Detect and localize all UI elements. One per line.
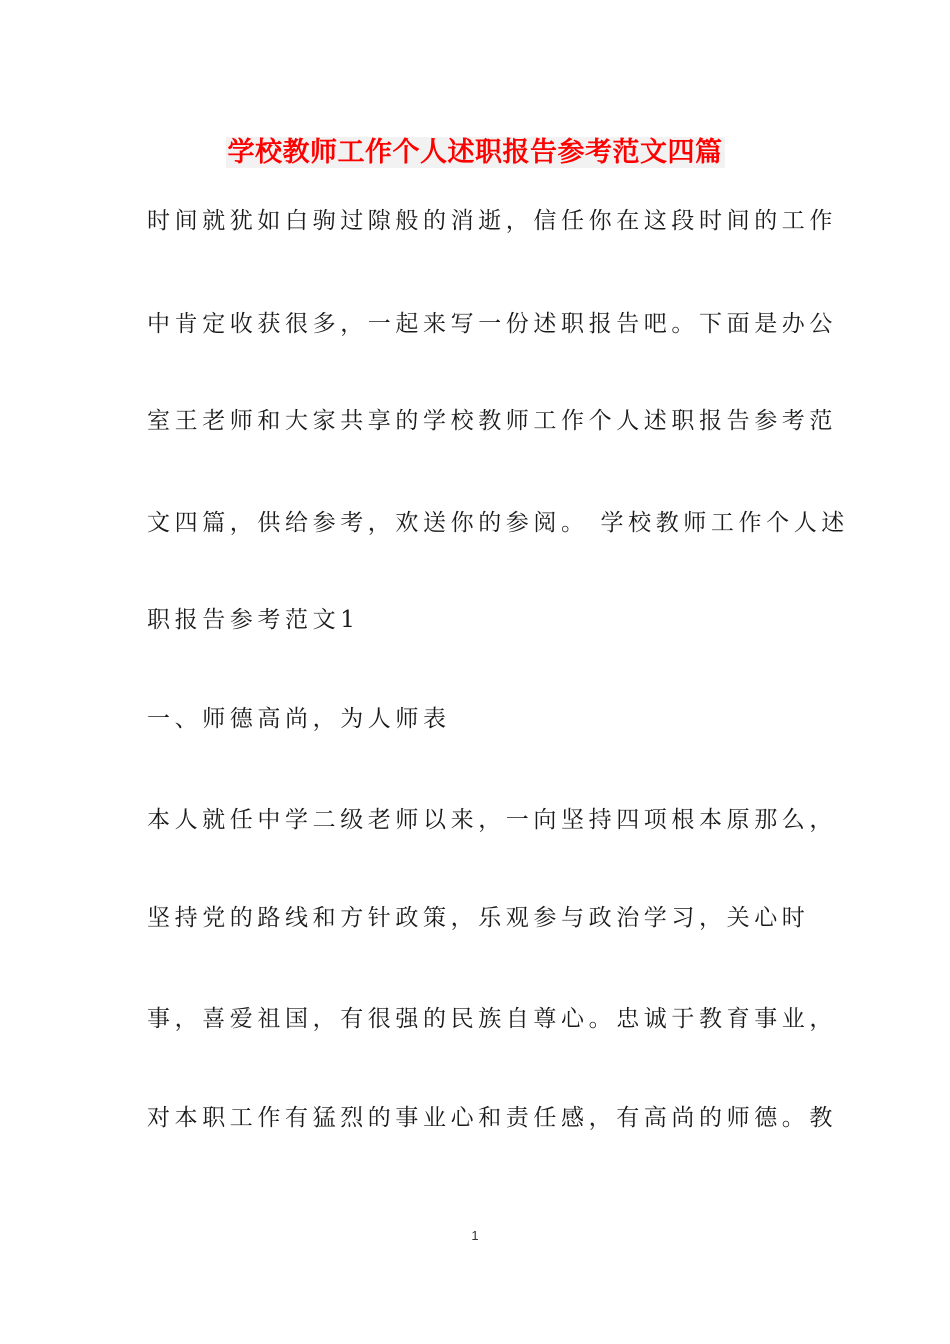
section-heading: 一、师德高尚，为人师表: [147, 706, 451, 732]
paragraph-line: 事，喜爱祖国，有很强的民族自尊心。忠诚于教育事业，: [147, 1006, 837, 1032]
paragraph-line: 文四篇，供给参考，欢送你的参阅。 学校教师工作个人述: [147, 510, 849, 536]
paragraph-line: 时间就犹如白驹过隙般的消逝，信任你在这段时间的工作: [147, 208, 837, 234]
paragraph-line: 职报告参考范文1: [147, 607, 360, 633]
document-title: [0, 133, 950, 173]
paragraph-line: 对本职工作有猛烈的事业心和责任感，有高尚的师德。教: [147, 1105, 837, 1131]
paragraph-line: 本人就任中学二级老师以来，一向坚持四项根本原那么，: [147, 807, 837, 833]
paragraph-line: 坚持党的路线和方针政策，乐观参与政治学习，关心时: [147, 905, 810, 931]
paragraph-line: 中肯定收获很多，一起来写一份述职报告吧。下面是办公: [147, 311, 837, 337]
page-number: 1: [471, 1228, 479, 1243]
paragraph-line: 室王老师和大家共享的学校教师工作个人述职报告参考范: [147, 408, 837, 434]
document-title-text: 学校教师工作个人述职报告参考范文四篇: [227, 137, 723, 168]
